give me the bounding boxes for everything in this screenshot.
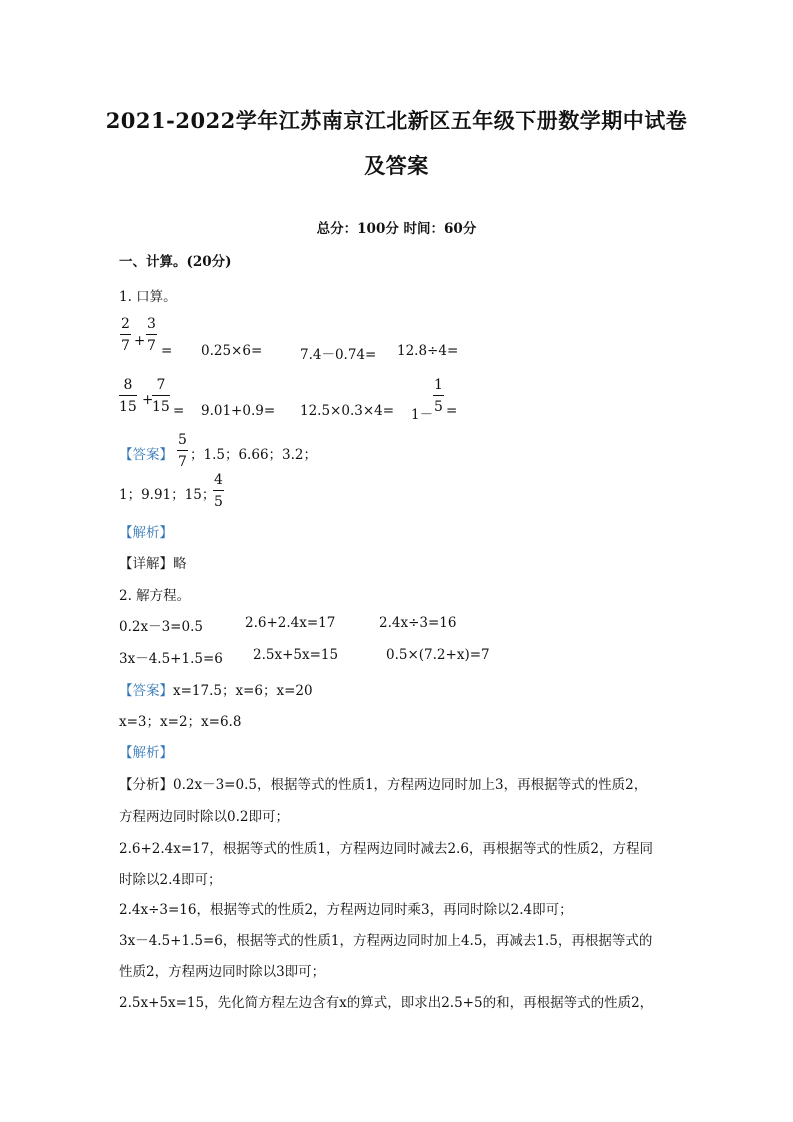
document-title-line2: 及答案 bbox=[364, 153, 429, 178]
answer-line-1 bbox=[119, 679, 313, 699]
document-title-line1: 2021-2022学年江苏南京江北新区五年级下册数学期中试卷 bbox=[105, 108, 688, 133]
analysis-paragraph-line: 2.6+2.4x=17，根据等式的性质1，方程两边同时减去2.6，再根据等式的性质2，方程同 bbox=[119, 841, 654, 857]
analysis-paragraph-line: 性质2，方程两边同时除以3即可； bbox=[119, 964, 326, 980]
answer-values-line1: ；1.5；6.66；3.2； bbox=[190, 447, 317, 463]
question-1-label: 1. 口算。 bbox=[119, 289, 177, 305]
fraction-3-7: 3 7 bbox=[147, 316, 156, 354]
equals-sign: = bbox=[173, 403, 185, 419]
fenxi-tag: 【分析】 bbox=[119, 777, 173, 793]
section-heading: 一、计算。(20分) bbox=[119, 254, 232, 270]
expression-12-8-div-4: 12.8÷4= bbox=[397, 343, 459, 359]
fraction-8-15: 8 15 bbox=[119, 377, 137, 415]
equation-3: 2.4x÷3=16 bbox=[379, 615, 457, 631]
analysis-paragraph-line: 2.4x÷3=16，根据等式的性质2，方程两边同时乘3，再同时除以2.4即可； bbox=[119, 902, 573, 918]
expression-12-5x0-3x4: 12.5×0.3×4= bbox=[300, 403, 395, 419]
analysis-tag: 【解析】 bbox=[119, 525, 173, 541]
answer-line-2: x=3；x=2；x=6.8 bbox=[119, 714, 242, 730]
analysis-tag: 【解析】 bbox=[119, 745, 173, 761]
analysis-paragraph-line: 时除以2.4即可； bbox=[119, 872, 222, 888]
equation-4: 3x－4.5+1.5=6 bbox=[119, 651, 223, 667]
answer-values-line2: 1；9.91；15； bbox=[119, 487, 216, 503]
analysis-paragraph-line: 3x－4.5+1.5=6，根据等式的性质1，方程两边同时加上4.5，再减去1.5，再根据等式的 bbox=[119, 933, 653, 949]
score-time-info: 总分：100分 时间：60分 bbox=[316, 221, 477, 237]
equation-5: 2.5x+5x=15 bbox=[253, 647, 339, 663]
question-2-label: 2. 解方程。 bbox=[119, 588, 191, 604]
plus-sign: + bbox=[142, 392, 154, 408]
answer-fraction-4-5: 4 5 bbox=[214, 472, 223, 510]
answer-tag: 【答案】 bbox=[119, 447, 173, 463]
plus-sign: + bbox=[134, 333, 146, 349]
equation-1: 0.2x－3=0.5 bbox=[119, 619, 203, 635]
expression-1-minus-prefix: 1－ bbox=[411, 407, 434, 423]
answer-values: x=17.5；x=6；x=20 bbox=[173, 683, 313, 699]
detail-line bbox=[119, 552, 187, 572]
answer-fraction-5-7: 5 7 bbox=[178, 432, 187, 470]
analysis-paragraph-line: 方程两边同时除以0.2即可； bbox=[119, 809, 289, 825]
analysis-text: 0.2x－3=0.5，根据等式的性质1，方程两边同时加上3，再根据等式的性质2， bbox=[173, 777, 648, 793]
detail-text: 略 bbox=[173, 556, 187, 572]
expression-9-01-plus-0-9: 9.01+0.9= bbox=[201, 403, 276, 419]
equation-6: 0.5×(7.2+x)=7 bbox=[386, 647, 490, 663]
expression-7-4-minus-0-74: 7.4－0.74= bbox=[300, 347, 377, 363]
equals-sign: = bbox=[446, 403, 458, 419]
answer-tag: 【答案】 bbox=[119, 683, 173, 699]
analysis-paragraph-line bbox=[119, 773, 647, 793]
detail-tag: 【详解】 bbox=[119, 556, 173, 572]
equation-2: 2.6+2.4x=17 bbox=[245, 615, 336, 631]
fraction-7-15: 7 15 bbox=[152, 377, 170, 415]
analysis-paragraph-line: 2.5x+5x=15，先化简方程左边含有x的算式，即求出2.5+5的和，再根据等式的性质2， bbox=[119, 995, 654, 1011]
equals-sign: = bbox=[161, 343, 173, 359]
expression-0-25x6: 0.25×6= bbox=[201, 343, 263, 359]
fraction-1-5: 1 5 bbox=[434, 377, 443, 415]
fraction-2-7: 2 7 bbox=[121, 316, 130, 354]
